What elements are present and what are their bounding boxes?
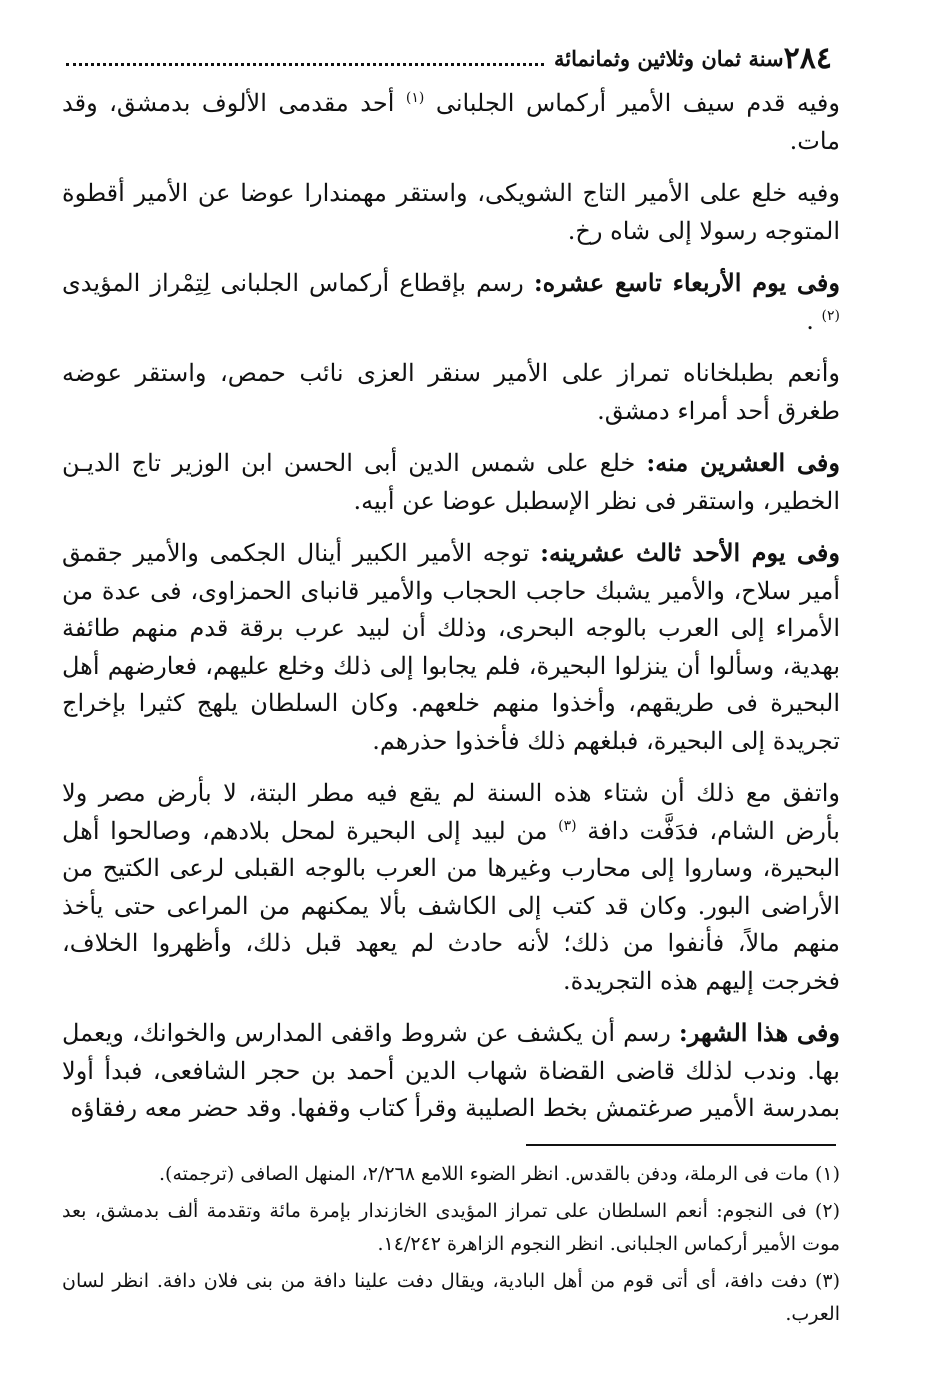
footnote-ref: (٣) bbox=[558, 817, 577, 834]
paragraph-text: رسم بإقطاع أركماس الجلبانى لِتِمْراز المؤيدى bbox=[62, 269, 524, 297]
footnote-ref: (١) bbox=[405, 90, 425, 106]
page-header bbox=[56, 38, 832, 78]
paragraph-text: خلع على شمس الدين أبى الحسن ابن الوزير تاج الديـن الخطير، واستقر فى نظر الإسطبل عوضا عن أبيه. bbox=[62, 449, 840, 515]
paragraph-lead: وفى العشرين منه: bbox=[646, 448, 840, 477]
paragraph-lead: وفى يوم الأربعاء تاسع عشره: bbox=[533, 268, 840, 297]
paragraph-8 bbox=[62, 1014, 840, 1128]
paragraph-6 bbox=[62, 534, 840, 760]
main-text bbox=[62, 84, 840, 1142]
paragraph-text: وفيه خلع على الأمير التاج الشويكى، واستقر مهمندارا عوضا عن الأمير أقطوة المتوجه رسولا إلى شاه رخ. bbox=[62, 179, 840, 245]
paragraph-4 bbox=[62, 354, 840, 430]
running-title: سنة ثمان وثلاثين وثمانمائة bbox=[554, 45, 784, 71]
footnote-3: (٣) دفت دافة، أى أتى قوم من أهل البادية، ويقال دفت علينا دافة من بنى فلان دافة. انظر لسان العرب. bbox=[62, 1270, 840, 1325]
paragraph-lead: وفى يوم الأحد ثالث عشرينه: bbox=[540, 538, 840, 567]
paragraph-text: وأنعم بطبلخاناه تمراز على الأمير سنقر العزى نائب حمص، واستقر عوضه طغرق أحد أمراء دمشق. bbox=[62, 359, 840, 425]
paragraph-text: وفيه قدم سيف الأمير أركماس الجلبانى bbox=[435, 89, 840, 117]
paragraph-3 bbox=[62, 264, 840, 340]
header-leader-dots bbox=[66, 51, 544, 66]
paragraph-text-cont: من لبيد إلى البحيرة لمحل بلادهم، وصالحوا أهل البحيرة، وساروا إلى محارب وغيرها من العرب بالوجه القبلى لرعى الكتيح من الأراضى البور. وكان قد كتب إلى الكاشف بألا يمكنهم من المراعى حتى يأخذ منهم مالاً، فأنفوا من ذلك؛ لأنه حادث لم يعهد قبل ذلك، وأظهروا الخلاف، فخرجت إليهم هذه التجريدة. bbox=[62, 816, 840, 995]
footnote-separator bbox=[526, 1144, 836, 1146]
footnotes bbox=[62, 1158, 840, 1335]
paragraph-5 bbox=[62, 444, 840, 520]
paragraph-text-cont: أحد مقدمى الألوف بدمشق، وقد مات. bbox=[62, 89, 840, 155]
footnote-ref: (٢) bbox=[821, 307, 840, 324]
paragraph-text: رسم أن يكشف عن شروط واقفى المدارس والخوانك، ويعمل بها. وندب لذلك قاضى القضاة شهاب الدين أحمد بن حجر الشافعى، فبدأ أولا بمدرسة الأمير صرغتمش بخط الصليبة وقرأ كتاب وقفها. وقد حضر معه رفقاؤه bbox=[62, 1019, 840, 1122]
page-number: ٢٨٤ bbox=[783, 40, 832, 76]
paragraph-text: توجه الأمير الكبير أينال الجكمى والأمير جقمق أمير سلاح، والأمير يشبك حاجب الحجاب والأمير قانباى الحمزاوى، فى عدة من الأمراء إلى العرب بالوجه البحرى، وذلك أن لبيد عرب برقة قدم منهم طائفة بهدية، وسألوا أن ينزلوا البحيرة، فلم يجابوا إلى ذلك وخلع عليهم، فعارضهم أهل البحيرة فى طريقهم، وأخذوا منهم خلعهم. وكان السلطان يلهج كثيرا بإخراج تجريدة إلى البحيرة، فبلغهم ذلك فأخذوا حذرهم. bbox=[62, 539, 840, 755]
footnote-2: (٢) فى النجوم: أنعم السلطان على تمراز المؤيدى الخازندار بإمرة مائة وتقدمة ألف بدمشق، بعد موت الأمير أركماس الجلبانى. انظر النجوم الزاهرة ١٤/٢٤٢. bbox=[62, 1200, 840, 1255]
paragraph-1 bbox=[62, 84, 840, 160]
footnote-1: (١) مات فى الرملة، ودفن بالقدس. انظر الضوء اللامع ٢/٢٦٨، المنهل الصافى (ترجمته). bbox=[159, 1163, 840, 1185]
paragraph-lead: وفى هذا الشهر: bbox=[678, 1018, 840, 1047]
paragraph-text: واتفق مع ذلك أن شتاء هذه السنة لم يقع فيه مطر البتة، لا بأرض مصر ولا بأرض الشام، فدَفَّت دافة bbox=[62, 779, 840, 845]
paragraph-2 bbox=[62, 174, 840, 250]
paragraph-text-cont: . bbox=[806, 306, 814, 335]
paragraph-7 bbox=[62, 774, 840, 1000]
